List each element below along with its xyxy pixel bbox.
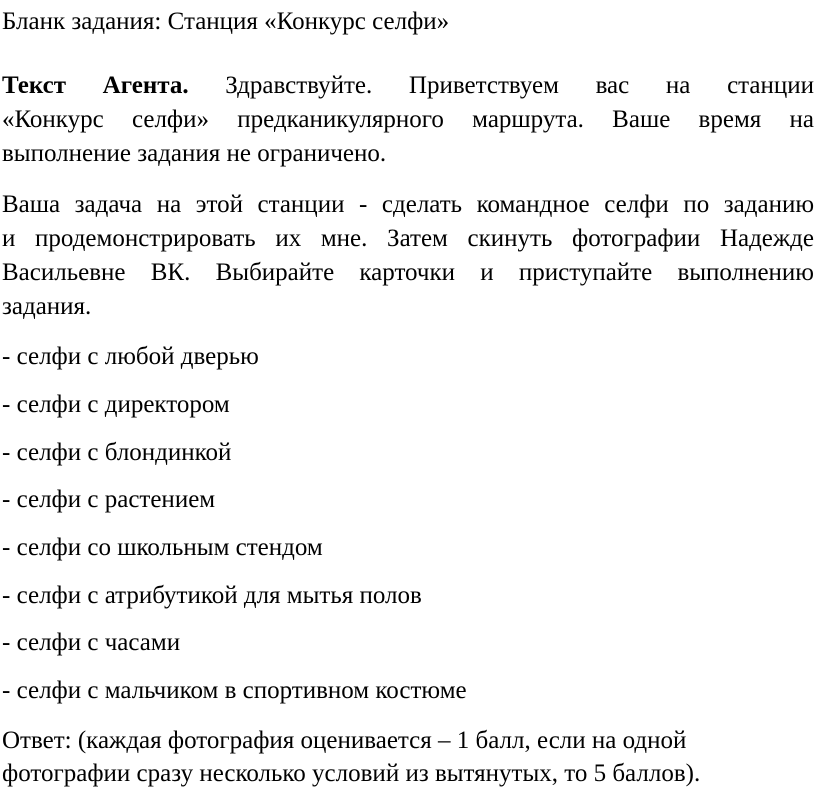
paragraph1-line-2: «Конкурс селфи» предканикулярного маршрута. Ваше время на — [2, 106, 814, 133]
paragraph1-line-1 — [2, 71, 814, 101]
paragraph2-line-3: Васильевне ВК. Выбирайте карточки и приступайте выполнению — [2, 259, 814, 286]
answer-line-1: Ответ: (каждая фотография оценивается – 1 балл, если на одной — [2, 727, 687, 754]
paragraph2-line-2: и продемонстрировать их мне. Затем скинуть фотографии Надежде — [2, 225, 814, 252]
task-item: - селфи с мальчиком в спортивном костюме — [2, 677, 467, 704]
task-item: - селфи с атрибутикой для мытья полов — [2, 582, 422, 609]
task-item: - селфи с растением — [2, 486, 216, 513]
task-item: - селфи с часами — [2, 629, 181, 656]
document-page — [2, 0, 814, 806]
paragraph1-line-3: выполнение задания не ограничено. — [2, 140, 387, 167]
task-item: - селфи с любой дверью — [2, 343, 259, 370]
document-title: Бланк задания: Станция «Конкурс селфи» — [2, 8, 450, 35]
task-item: - селфи с директором — [2, 391, 230, 418]
paragraph2-line-1: Ваша задача на этой станции - сделать командное селфи по заданию — [2, 191, 814, 218]
task-item: - селфи со школьным стендом — [2, 534, 323, 561]
paragraph2-line-4: задания. — [2, 293, 92, 320]
agent-label: Текст Агента. — [2, 72, 189, 99]
answer-line-2: фотографии сразу несколько условий из вытянутых, то 5 баллов). — [2, 760, 701, 787]
task-item: - селфи с блондинкой — [2, 439, 232, 466]
paragraph1-line-1-text: Здравствуйте. Приветствуем вас на станции — [188, 72, 815, 99]
